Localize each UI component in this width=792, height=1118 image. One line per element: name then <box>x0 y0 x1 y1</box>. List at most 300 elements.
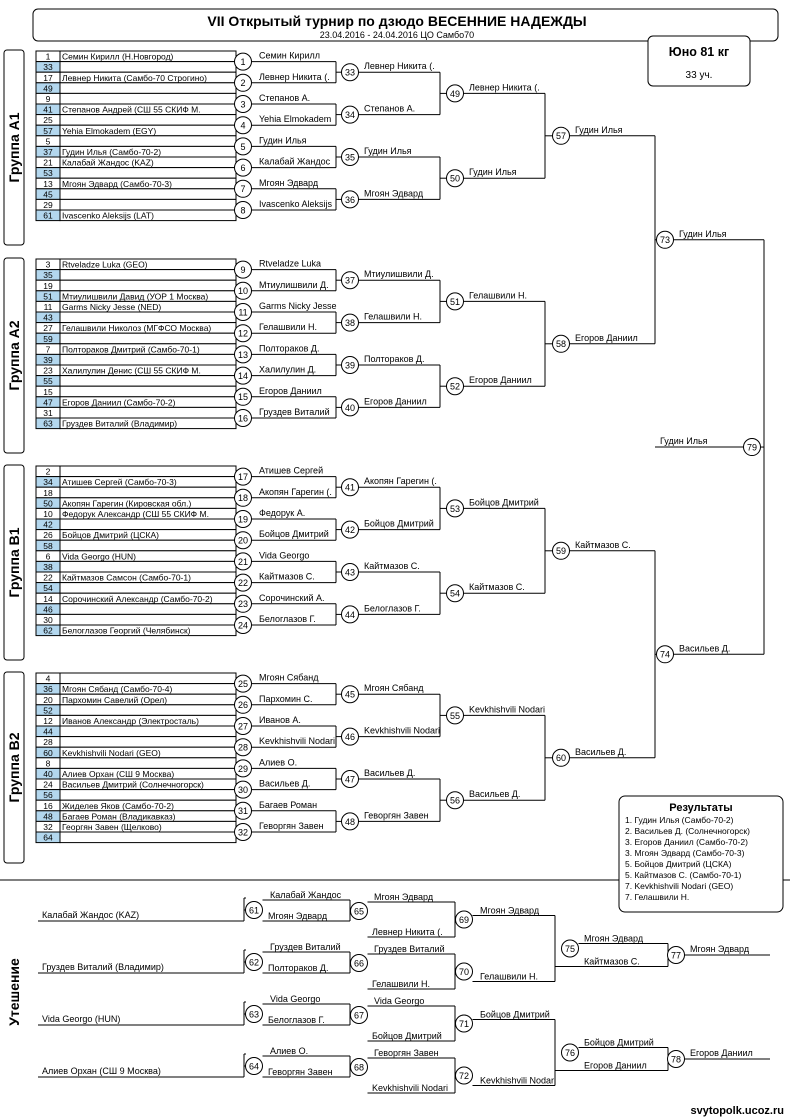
match-number: 29 <box>237 763 249 774</box>
consolation-name: Мгоян Эдвард <box>584 933 644 944</box>
r1-winner-name: Garms Nicky Jesse <box>259 301 337 311</box>
match-number: 61 <box>248 905 260 916</box>
entry-name: Иванов Александр (Электросталь) <box>62 716 199 726</box>
entry-name-cell <box>60 136 236 147</box>
consolation-name: Егоров Даниил <box>584 1060 647 1071</box>
match-number: 25 <box>237 679 249 689</box>
r2-winner-name: Левнер Никита (. <box>364 61 435 72</box>
r1-winner-name: Мтиулишвили Д. <box>259 279 329 290</box>
entry-name-cell <box>60 561 236 572</box>
match-number: 8 <box>240 205 246 216</box>
consolation-name: Кайтмазов С. <box>584 956 640 967</box>
r3-winner-name: Бойцов Дмитрий <box>469 497 539 508</box>
match-number: 65 <box>353 906 365 917</box>
match-number: 79 <box>746 442 758 453</box>
r3-winner-name: Гудин Илья <box>469 167 517 178</box>
entry-name-cell <box>60 758 236 769</box>
champion-name: Гудин Илья <box>660 436 708 447</box>
seed-number: 63 <box>43 418 53 429</box>
match-number: 64 <box>248 1061 260 1072</box>
r4-winner-name: Егоров Даниил <box>575 332 638 343</box>
r1-winner-name: Калабай Жандос <box>259 156 331 167</box>
match-number: 78 <box>670 1054 682 1065</box>
match-number: 55 <box>449 710 461 721</box>
match-number: 19 <box>237 514 249 525</box>
entry-name-cell <box>60 333 236 344</box>
entry-name-cell <box>60 487 236 498</box>
seed-number: 6 <box>45 551 51 562</box>
seed-number: 14 <box>43 593 53 604</box>
match-number: 12 <box>237 328 249 339</box>
match-number: 76 <box>564 1047 576 1058</box>
match-number: 1 <box>240 57 246 67</box>
match-number: 60 <box>555 753 567 764</box>
seed-number: 37 <box>43 147 53 157</box>
r4-winner-name: Васильев Д. <box>575 746 627 757</box>
match-number: 10 <box>237 286 249 297</box>
r4-winner-name: Гудин Илья <box>575 124 623 135</box>
match-number: 24 <box>237 620 249 631</box>
page-subtitle: 23.04.2016 - 24.04.2016 ЦО Самбо70 <box>319 30 475 40</box>
entry-name-cell <box>60 604 236 615</box>
consolation-name: Геворгян Завен <box>268 1067 333 1077</box>
entry-name: Халилулин Денис (СШ 55 СКИФ М. <box>62 365 201 376</box>
seed-number: 2 <box>45 466 51 477</box>
entry-name: Семин Кирилл (Н.Новгород) <box>62 51 174 62</box>
seed-number: 61 <box>43 210 53 221</box>
result-item: 7. Гелашвили Н. <box>625 892 690 902</box>
seed-number: 35 <box>43 270 53 281</box>
seed-number: 29 <box>43 200 53 210</box>
seed-number: 13 <box>43 178 53 189</box>
seed-number: 52 <box>43 705 53 716</box>
entry-name-cell <box>60 386 236 397</box>
consolation-entry: Алиев Орхан (СШ 9 Москва) <box>42 1066 161 1076</box>
entry-name: Груздев Виталий (Владимир) <box>62 418 178 429</box>
r3-winner-name: Егоров Даниил <box>469 375 532 386</box>
match-number: 3 <box>240 99 246 110</box>
seed-number: 55 <box>43 376 53 387</box>
entry-name: Мгоян Сябанд (Самбо-70-4) <box>62 684 173 695</box>
r2-winner-name: Kevkhishvili Nodari <box>364 725 441 736</box>
seed-number: 39 <box>43 355 53 365</box>
match-number: 52 <box>449 381 461 392</box>
seed-number: 19 <box>43 280 53 291</box>
seed-number: 27 <box>43 323 53 334</box>
r3-winner-name: Кайтмазов С. <box>469 582 525 593</box>
entry-name-cell <box>60 540 236 551</box>
r2-winner-name: Егоров Даниил <box>364 396 427 407</box>
entry-name-cell <box>60 583 236 594</box>
r1-winner-name: Егоров Даниил <box>259 385 322 396</box>
r5-winner-name: Васильев Д. <box>679 643 731 654</box>
result-item: 5. Бойцов Дмитрий (ЦСКА) <box>625 859 732 869</box>
entry-name: Мгоян Эдвард (Самбо-70-3) <box>62 178 172 189</box>
match-number: 34 <box>344 110 356 120</box>
result-item: 3. Мгоян Эдвард (Самбо-70-3) <box>625 848 745 858</box>
entry-name: Васильев Дмитрий (Солнечногорск) <box>62 779 204 790</box>
group-label: Группа В1 <box>6 527 22 598</box>
consolation-name: Гелашвили Н. <box>372 979 431 989</box>
entry-name: Атишев Сергей (Самбо-70-3) <box>62 477 177 488</box>
r1-winner-name: Атишев Сергей <box>259 465 324 476</box>
match-number: 38 <box>344 318 356 328</box>
consolation-name: Бойцов Дмитрий <box>584 1037 654 1048</box>
match-number: 4 <box>240 120 246 131</box>
r2-winner-name: Полтораков Д. <box>364 354 425 364</box>
match-number: 7 <box>240 184 246 195</box>
entry-name: Кайтмазов Самсон (Самбо-70-1) <box>62 572 191 583</box>
entry-name-cell <box>60 705 236 716</box>
seed-number: 38 <box>43 562 53 572</box>
entry-name-cell <box>60 407 236 418</box>
match-number: 46 <box>344 732 356 742</box>
seed-number: 18 <box>43 487 53 498</box>
seed-number: 58 <box>43 540 53 551</box>
match-number: 77 <box>670 950 682 961</box>
match-number: 16 <box>237 413 249 424</box>
entry-name-cell <box>60 519 236 530</box>
seed-number: 21 <box>43 157 53 168</box>
seed-number: 9 <box>45 94 51 104</box>
entry-name-cell <box>60 93 236 104</box>
bronze-winner-name: Мгоян Эдвард <box>690 944 750 954</box>
r1-winner-name: Груздев Виталий <box>259 407 330 417</box>
consolation-name: Мгоян Эдвард <box>480 905 540 916</box>
match-number: 15 <box>237 392 249 403</box>
match-number: 36 <box>344 194 356 205</box>
seed-number: 23 <box>43 365 53 376</box>
match-number: 28 <box>237 742 249 753</box>
match-number: 23 <box>237 599 249 610</box>
entry-name: Калабай Жандос (KAZ) <box>62 157 154 168</box>
match-number: 40 <box>344 402 356 413</box>
entry-name-cell <box>60 280 236 291</box>
result-item: 5. Кайтмазов С. (Самбо-70-1) <box>625 870 742 880</box>
entry-name: Гудин Илья (Самбо-70-2) <box>62 147 162 157</box>
consolation-name: Мгоян Эдвард <box>374 892 434 902</box>
seed-number: 59 <box>43 333 53 344</box>
consolation-name: Гелашвили Н. <box>480 971 539 982</box>
entry-name-cell <box>60 270 236 281</box>
seed-number: 16 <box>43 800 53 811</box>
r1-winner-name: Алиев О. <box>259 757 298 768</box>
consolation-name: Груздев Виталий <box>270 942 341 952</box>
seed-number: 47 <box>43 397 53 408</box>
seed-number: 44 <box>43 726 53 737</box>
r1-winner-name: Белоглазов Г. <box>259 614 316 624</box>
r1-winner-name: Kevkhishvili Nodari <box>259 736 336 747</box>
seed-number: 25 <box>43 115 53 126</box>
entry-name: Пархомин Савелий (Орел) <box>62 694 168 705</box>
match-number: 56 <box>449 795 461 806</box>
entry-name-cell <box>60 737 236 748</box>
match-number: 53 <box>449 503 461 514</box>
match-number: 37 <box>344 275 356 286</box>
seed-number: 48 <box>43 811 53 822</box>
match-number: 59 <box>555 546 567 557</box>
entry-name: Гелашвили Николоз (МГФСО Москва) <box>62 323 212 334</box>
match-number: 35 <box>344 152 356 163</box>
r1-winner-name: Мгоян Сябанд <box>259 672 319 683</box>
r3-winner-name: Васильев Д. <box>469 789 521 800</box>
consolation-name: Груздев Виталий <box>374 944 445 954</box>
seed-number: 3 <box>45 259 51 270</box>
match-number: 47 <box>344 774 356 785</box>
match-number: 18 <box>237 493 249 504</box>
seed-number: 26 <box>43 530 53 541</box>
consolation-entry: Vida Georgo (HUN) <box>42 1014 121 1024</box>
match-number: 62 <box>248 957 260 968</box>
match-number: 69 <box>458 914 470 925</box>
entry-name-cell <box>60 466 236 477</box>
match-number: 33 <box>344 67 356 78</box>
match-number: 43 <box>344 567 356 578</box>
match-number: 51 <box>449 296 461 307</box>
match-number: 58 <box>555 339 567 350</box>
entry-name: Георгян Завен (Щелково) <box>62 822 162 832</box>
r1-winner-name: Васильев Д. <box>259 778 311 789</box>
entry-name: Алиев Орхан (СШ 9 Москва) <box>62 769 175 779</box>
r1-winner-name: Багаев Роман <box>259 799 318 810</box>
r2-winner-name: Гудин Илья <box>364 146 412 156</box>
entry-name-cell <box>60 726 236 737</box>
entry-name: Акопян Гарегин (Кировская обл.) <box>62 498 192 509</box>
seed-number: 64 <box>43 832 53 843</box>
match-number: 17 <box>237 472 249 482</box>
entry-name-cell <box>60 83 236 94</box>
r1-winner-name: Мгоян Эдвард <box>259 177 319 188</box>
match-number: 11 <box>238 307 248 318</box>
entry-name-cell <box>60 189 236 200</box>
entry-name-cell <box>60 312 236 323</box>
match-number: 70 <box>458 966 470 977</box>
match-number: 42 <box>344 525 356 535</box>
consolation-label: Утешение <box>6 958 22 1026</box>
match-number: 75 <box>564 943 576 954</box>
result-item: 1. Гудин Илья (Самбо-70-2) <box>625 815 734 825</box>
consolation-name: Vida Georgo <box>374 996 425 1006</box>
entry-name-cell <box>60 832 236 843</box>
consolation-name: Левнер Никита (. <box>372 927 443 937</box>
r4-winner-name: Кайтмазов С. <box>575 539 631 550</box>
r2-winner-name: Мтиулишвили Д. <box>364 269 434 280</box>
r2-winner-name: Геворгян Завен <box>364 810 429 821</box>
entry-name: Kevkhishvili Nodari (GEO) <box>62 747 161 758</box>
r1-winner-name: Бойцов Дмитрий <box>259 529 329 540</box>
entry-name: Федорук Александр (СШ 55 СКИФ М. <box>62 509 209 519</box>
r2-winner-name: Гелашвили Н. <box>364 311 423 322</box>
seed-number: 5 <box>45 136 51 147</box>
r2-winner-name: Акопян Гарегин (. <box>364 476 437 487</box>
seed-number: 4 <box>45 673 51 684</box>
r2-winner-name: Степанов А. <box>364 103 416 114</box>
entry-name: Rtveladze Luka (GEO) <box>62 259 148 270</box>
entry-name: Garms Nicky Jesse (NED) <box>62 302 162 312</box>
entry-name: Сорочинский Александр (Самбо-70-2) <box>62 593 213 604</box>
consolation-name: Vida Georgo <box>270 994 321 1004</box>
match-number: 32 <box>237 827 249 838</box>
entry-name-cell <box>60 62 236 73</box>
entry-name: Жиделев Яков (Самбо-70-2) <box>62 800 174 811</box>
entry-name-cell <box>60 790 236 801</box>
r3-winner-name: Гелашвили Н. <box>469 290 528 301</box>
seed-number: 34 <box>43 477 53 488</box>
consolation-name: Белоглазов Г. <box>268 1015 325 1025</box>
consolation-name: Мгоян Эдвард <box>268 911 328 921</box>
r3-winner-name: Левнер Никита (. <box>469 82 540 93</box>
seed-number: 7 <box>45 344 51 355</box>
match-number: 20 <box>237 535 249 546</box>
r5-winner-name: Гудин Илья <box>679 228 727 239</box>
r1-winner-name: Федорук А. <box>259 508 306 518</box>
r1-winner-name: Пархомин С. <box>259 693 313 704</box>
r1-winner-name: Левнер Никита (. <box>259 71 330 82</box>
consolation-name: Бойцов Дмитрий <box>480 1009 550 1020</box>
seed-number: 32 <box>43 822 53 832</box>
match-number: 26 <box>237 700 249 711</box>
match-number: 27 <box>237 721 249 732</box>
seed-number: 43 <box>43 312 53 323</box>
match-number: 44 <box>344 609 356 620</box>
seed-number: 49 <box>43 83 53 94</box>
seed-number: 10 <box>43 509 53 519</box>
r1-winner-name: Гелашвили Н. <box>259 322 318 333</box>
entry-name: Багаев Роман (Владикавказ) <box>62 811 176 822</box>
match-number: 39 <box>344 360 356 371</box>
match-number: 50 <box>449 173 461 184</box>
entry-name: Бойцов Дмитрий (ЦСКА) <box>62 530 159 541</box>
match-number: 30 <box>237 785 249 795</box>
match-number: 21 <box>237 556 249 567</box>
match-number: 63 <box>248 1009 260 1020</box>
seed-number: 31 <box>43 408 53 418</box>
r1-winner-name: Ivascenko Aleksijs <box>259 199 333 209</box>
r1-winner-name: Vida Georgo <box>259 550 310 561</box>
entry-name: Мтиулишвили Давид (УОР 1 Москва) <box>62 291 209 302</box>
entry-name-cell <box>60 354 236 365</box>
match-number: 66 <box>353 958 365 969</box>
r3-winner-name: Kevkhishvili Nodari <box>469 704 546 715</box>
seed-number: 56 <box>43 790 53 801</box>
entry-name: Ivascenko Aleksijs (LAT) <box>62 210 154 221</box>
consolation-name: Полтораков Д. <box>268 963 329 973</box>
r1-winner-name: Кайтмазов С. <box>259 571 315 582</box>
seed-number: 54 <box>43 583 53 594</box>
r1-winner-name: Халилулин Д. <box>259 364 317 375</box>
match-number: 57 <box>555 131 567 142</box>
seed-number: 51 <box>43 291 53 302</box>
seed-number: 22 <box>43 572 53 583</box>
results-title: Результаты <box>669 802 733 814</box>
seed-number: 42 <box>43 519 53 530</box>
seed-number: 15 <box>43 386 53 397</box>
match-number: 9 <box>240 265 246 275</box>
match-number: 48 <box>344 816 356 827</box>
match-number: 49 <box>449 88 461 99</box>
entry-name: Полтораков Дмитрий (Самбо-70-1) <box>62 344 200 355</box>
seed-number: 28 <box>43 737 53 748</box>
consolation-name: Калабай Жандос <box>270 890 342 900</box>
match-number: 13 <box>237 349 249 360</box>
r2-winner-name: Бойцов Дмитрий <box>364 518 434 529</box>
match-number: 67 <box>353 1010 365 1021</box>
bronze-winner-name: Егоров Даниил <box>690 1048 753 1058</box>
r2-winner-name: Мгоян Сябанд <box>364 683 424 694</box>
entry-name: Белоглазов Георгий (Челябинск) <box>62 625 191 636</box>
r1-winner-name: Гудин Илья <box>259 135 307 146</box>
match-number: 74 <box>659 649 671 660</box>
seed-number: 41 <box>43 104 53 115</box>
group-label: Группа В2 <box>6 732 22 803</box>
result-item: 7. Kevkhishvili Nodari (GEO) <box>625 881 734 891</box>
consolation-entry: Калабай Жандос (KAZ) <box>42 910 140 920</box>
result-item: 3. Егоров Даниил (Самбо-70-2) <box>625 837 748 847</box>
r2-winner-name: Кайтмазов С. <box>364 561 420 571</box>
seed-number: 45 <box>43 189 53 200</box>
match-number: 31 <box>237 806 249 817</box>
r1-winner-name: Иванов А. <box>259 715 301 725</box>
entry-name-cell <box>60 199 236 210</box>
match-number: 41 <box>344 482 356 493</box>
r1-winner-name: Акопян Гарегин (. <box>259 486 332 497</box>
entry-name: Левнер Никита (Самбо-70 Строгино) <box>62 72 207 83</box>
entry-name-cell <box>60 376 236 387</box>
match-number: 54 <box>449 588 461 599</box>
match-number: 2 <box>240 78 246 89</box>
r1-winner-name: Семин Кирилл <box>259 50 320 61</box>
result-item: 2. Васильев Д. (Солнечногорск) <box>625 826 750 836</box>
r1-winner-name: Rtveladze Luka <box>259 258 322 269</box>
entry-name: Егоров Даниил (Самбо-70-2) <box>62 397 176 408</box>
entry-name: Vida Georgo (HUN) <box>62 551 137 562</box>
r1-winner-name: Сорочинский А. <box>259 592 325 603</box>
group-label: Группа А1 <box>6 112 22 183</box>
consolation-name: Геворгян Завен <box>374 1048 439 1058</box>
seed-number: 17 <box>43 72 53 83</box>
match-number: 22 <box>237 578 249 588</box>
seed-number: 11 <box>43 302 53 312</box>
entry-name-cell <box>60 168 236 179</box>
r1-winner-name: Степанов А. <box>259 93 311 103</box>
consolation-entry: Груздев Виталий (Владимир) <box>42 962 164 972</box>
seed-number: 20 <box>43 694 53 705</box>
entry-name-cell <box>60 673 236 684</box>
category-name: Юно 81 кг <box>668 45 730 59</box>
match-number: 5 <box>240 141 246 152</box>
match-number: 68 <box>353 1062 365 1073</box>
seed-number: 60 <box>43 747 53 758</box>
seed-number: 62 <box>43 625 53 636</box>
r2-winner-name: Мгоян Эдвард <box>364 188 424 199</box>
group-label: Группа А2 <box>6 320 22 391</box>
seed-number: 33 <box>43 62 53 73</box>
seed-number: 50 <box>43 498 53 509</box>
category-count: 33 уч. <box>685 70 713 81</box>
match-number: 72 <box>458 1070 470 1081</box>
seed-number: 36 <box>43 684 53 695</box>
entry-name: Степанов Андрей (СШ 55 СКИФ М. <box>62 104 201 115</box>
seed-number: 53 <box>43 168 53 179</box>
match-number: 73 <box>659 235 671 246</box>
consolation-name: Kevkhishvili Nodari <box>372 1083 449 1093</box>
page-title: VII Открытый турнир по дзюдо ВЕСЕННИЕ НАДЕЖДЫ <box>207 13 587 29</box>
match-number: 71 <box>458 1018 470 1029</box>
seed-number: 8 <box>45 758 51 769</box>
seed-number: 57 <box>43 125 53 136</box>
seed-number: 40 <box>43 769 53 779</box>
seed-number: 24 <box>43 779 53 790</box>
